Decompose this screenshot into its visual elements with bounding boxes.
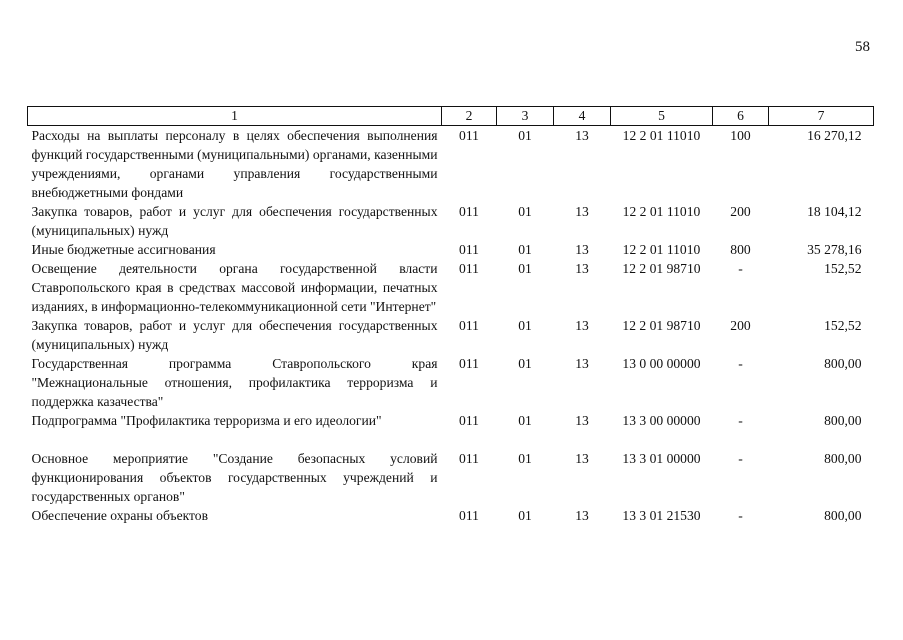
row-name: Расходы на выплаты персоналу в целях обеспечения выполнения функций государственными (муниципальными) органами, казенными учреждениями, органами управления государственными внебюджетными фондами — [31, 128, 438, 200]
row-name: Иные бюджетные ассигнования — [31, 242, 216, 257]
table-row — [28, 259, 874, 316]
row-admin-code: 011 — [459, 508, 479, 523]
row-target-article: 12 2 01 11010 — [622, 204, 701, 219]
row-target-article: 13 3 01 00000 — [622, 451, 701, 466]
table-row — [28, 202, 874, 240]
row-admin-code: 011 — [459, 261, 479, 276]
row-expense-type: 100 — [730, 128, 751, 143]
row-target-article: 12 2 01 98710 — [622, 261, 701, 276]
row-section: 01 — [518, 356, 532, 371]
row-amount: 800,00 — [824, 451, 862, 466]
row-section: 01 — [518, 413, 532, 428]
table-header — [28, 107, 874, 126]
row-name: Закупка товаров, работ и услуг для обеспечения государственных (муниципальных) нужд — [31, 204, 438, 238]
row-subsection: 13 — [575, 318, 589, 333]
row-target-article: 12 2 01 98710 — [622, 318, 701, 333]
row-section: 01 — [518, 451, 532, 466]
row-admin-code: 011 — [459, 128, 479, 143]
row-subsection: 13 — [575, 356, 589, 371]
page-number: 58 — [855, 39, 870, 55]
row-expense-type: - — [738, 451, 743, 466]
row-subsection: 13 — [575, 413, 589, 428]
row-expense-type: 200 — [730, 318, 751, 333]
row-expense-type: - — [738, 356, 743, 371]
row-amount: 152,52 — [824, 318, 862, 333]
row-amount: 800,00 — [824, 356, 862, 371]
table-row — [28, 240, 874, 259]
row-section: 01 — [518, 204, 532, 219]
row-subsection: 13 — [575, 261, 589, 276]
row-section: 01 — [518, 508, 532, 523]
table-row — [28, 126, 874, 203]
row-expense-type: - — [738, 261, 743, 276]
row-section: 01 — [518, 318, 532, 333]
row-name: Закупка товаров, работ и услуг для обеспечения государственных (муниципальных) нужд — [31, 318, 438, 352]
row-target-article: 13 3 00 00000 — [622, 413, 701, 428]
row-target-article: 12 2 01 11010 — [622, 128, 701, 143]
table-body — [28, 126, 874, 526]
row-subsection: 13 — [575, 508, 589, 523]
row-subsection: 13 — [575, 128, 589, 143]
row-amount: 152,52 — [824, 261, 862, 276]
row-admin-code: 011 — [459, 451, 479, 466]
row-target-article: 13 0 00 00000 — [622, 356, 701, 371]
row-expense-type: - — [738, 413, 743, 428]
column-header-7: 7 — [769, 107, 874, 126]
row-name: Государственная программа Ставропольского края "Межнациональные отношения, профилактика терроризма и поддержка казачества" — [31, 356, 438, 409]
row-expense-type: 200 — [730, 204, 751, 219]
row-target-article: 12 2 01 11010 — [622, 242, 701, 257]
row-expense-type: 800 — [730, 242, 751, 257]
row-admin-code: 011 — [459, 318, 479, 333]
row-admin-code: 011 — [459, 242, 479, 257]
row-amount: 16 270,12 — [807, 128, 862, 143]
row-admin-code: 011 — [459, 204, 479, 219]
row-admin-code: 011 — [459, 356, 479, 371]
table-row — [28, 354, 874, 411]
row-target-article: 13 3 01 21530 — [622, 508, 701, 523]
row-name: Освещение деятельности органа государственной власти Ставропольского края в средствах массовой информации, печатных изданиях, в информационно-телекоммуникационной сети "Интернет" — [31, 261, 438, 314]
row-section: 01 — [518, 242, 532, 257]
row-name: Обеспечение охраны объектов — [31, 508, 209, 523]
row-name: Основное мероприятие "Создание безопасных условий функционирования объектов государственных учреждений и государственных органов" — [31, 451, 438, 504]
row-subsection: 13 — [575, 242, 589, 257]
row-admin-code: 011 — [459, 413, 479, 428]
column-header-1: 1 — [28, 107, 442, 126]
row-section: 01 — [518, 261, 532, 276]
table-row — [28, 411, 874, 430]
table-row — [28, 430, 874, 506]
column-header-2: 2 — [442, 107, 497, 126]
column-header-3: 3 — [497, 107, 554, 126]
row-amount: 800,00 — [824, 508, 862, 523]
header-row — [28, 107, 874, 126]
row-expense-type: - — [738, 508, 743, 523]
table-row — [28, 506, 874, 525]
row-amount: 35 278,16 — [807, 242, 862, 257]
row-subsection: 13 — [575, 451, 589, 466]
row-section: 01 — [518, 128, 532, 143]
row-subsection: 13 — [575, 204, 589, 219]
column-header-5: 5 — [611, 107, 713, 126]
column-header-6: 6 — [713, 107, 769, 126]
row-amount: 800,00 — [824, 413, 862, 428]
row-amount: 18 104,12 — [807, 204, 862, 219]
column-header-4: 4 — [554, 107, 611, 126]
table-row — [28, 316, 874, 354]
budget-table — [27, 106, 874, 525]
row-name: Подпрограмма "Профилактика терроризма и его идеологии" — [31, 413, 382, 428]
